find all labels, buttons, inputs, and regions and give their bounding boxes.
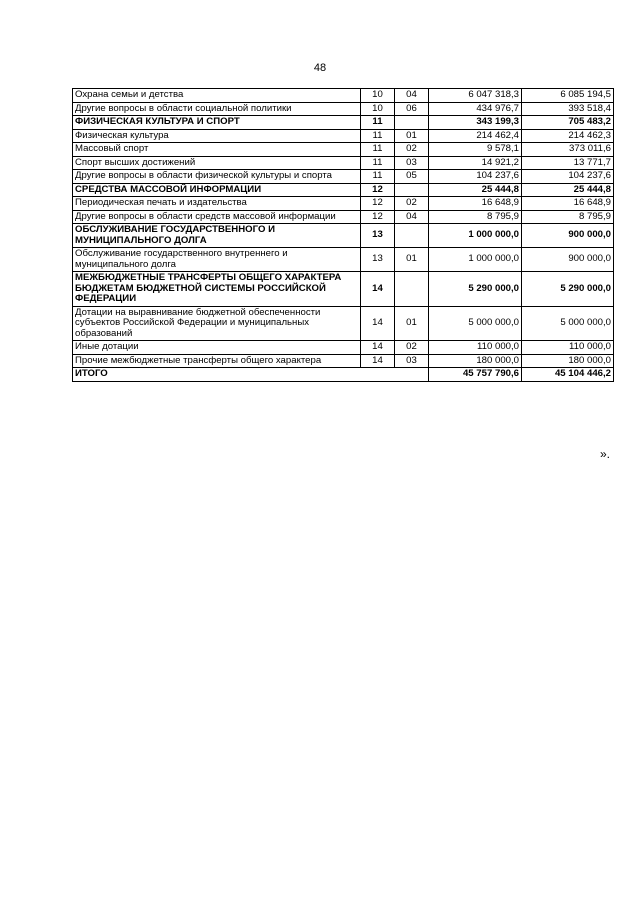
row-value-1: 1 000 000,0: [429, 224, 522, 248]
row-section-code: 11: [361, 170, 395, 184]
row-value-2: 214 462,3: [522, 129, 614, 143]
row-subsection-code: 02: [395, 143, 429, 157]
row-value-1: 214 462,4: [429, 129, 522, 143]
row-value-1: 9 578,1: [429, 143, 522, 157]
row-value-1: 25 444,8: [429, 183, 522, 197]
row-value-1: 110 000,0: [429, 341, 522, 355]
row-section-code: 13: [361, 224, 395, 248]
table-row: [73, 248, 614, 272]
table-row: [73, 272, 614, 307]
row-subsection-code: 02: [395, 341, 429, 355]
row-subsection-code: [395, 116, 429, 130]
row-name: Массовый спорт: [73, 143, 361, 157]
row-value-2: 900 000,0: [522, 224, 614, 248]
row-value-1: 8 795,9: [429, 210, 522, 224]
row-name: Другие вопросы в области средств массовой информации: [73, 210, 361, 224]
row-name: Обслуживание государственного внутреннего и муниципального долга: [73, 248, 361, 272]
table-row: [73, 306, 614, 341]
row-subsection-code: 03: [395, 354, 429, 368]
row-name: Дотации на выравнивание бюджетной обеспеченности субъектов Российской Федерации и муниципальных образований: [73, 306, 361, 341]
row-value-1: 16 648,9: [429, 197, 522, 211]
row-value-2: 373 011,6: [522, 143, 614, 157]
budget-table-body: [73, 89, 614, 382]
row-subsection-code: 04: [395, 89, 429, 103]
table-row: [73, 89, 614, 103]
budget-table: [72, 88, 614, 382]
table-row: [73, 116, 614, 130]
row-value-1: 5 000 000,0: [429, 306, 522, 341]
row-section-code: 14: [361, 354, 395, 368]
total-value-1: 45 757 790,6: [429, 368, 522, 382]
total-label: ИТОГО: [73, 368, 429, 382]
table-row: [73, 129, 614, 143]
row-value-1: 104 237,6: [429, 170, 522, 184]
row-value-2: 900 000,0: [522, 248, 614, 272]
row-section-code: 12: [361, 210, 395, 224]
row-name: ОБСЛУЖИВАНИЕ ГОСУДАРСТВЕННОГО И МУНИЦИПАЛЬНОГО ДОЛГА: [73, 224, 361, 248]
row-value-1: 180 000,0: [429, 354, 522, 368]
row-section-code: 14: [361, 341, 395, 355]
row-value-2: 705 483,2: [522, 116, 614, 130]
row-value-2: 393 518,4: [522, 102, 614, 116]
row-subsection-code: 03: [395, 156, 429, 170]
table-row: [73, 170, 614, 184]
table-row: [73, 156, 614, 170]
row-section-code: 13: [361, 248, 395, 272]
table-row: [73, 197, 614, 211]
row-name: Прочие межбюджетные трансферты общего характера: [73, 354, 361, 368]
row-section-code: 11: [361, 143, 395, 157]
row-subsection-code: [395, 272, 429, 307]
row-value-2: 8 795,9: [522, 210, 614, 224]
row-name: Иные дотации: [73, 341, 361, 355]
table-row: [73, 341, 614, 355]
row-name: СРЕДСТВА МАССОВОЙ ИНФОРМАЦИИ: [73, 183, 361, 197]
row-subsection-code: [395, 183, 429, 197]
row-name: Периодическая печать и издательства: [73, 197, 361, 211]
row-value-2: 110 000,0: [522, 341, 614, 355]
row-subsection-code: 01: [395, 248, 429, 272]
total-value-2: 45 104 446,2: [522, 368, 614, 382]
row-subsection-code: 05: [395, 170, 429, 184]
table-row: [73, 224, 614, 248]
row-section-code: 11: [361, 116, 395, 130]
row-section-code: 11: [361, 156, 395, 170]
row-subsection-code: 02: [395, 197, 429, 211]
closing-mark: ».: [600, 447, 611, 461]
row-name: МЕЖБЮДЖЕТНЫЕ ТРАНСФЕРТЫ ОБЩЕГО ХАРАКТЕРА БЮДЖЕТАМ БЮДЖЕТНОЙ СИСТЕМЫ РОССИЙСКОЙ ФЕДЕРАЦИИ: [73, 272, 361, 307]
row-value-2: 104 237,6: [522, 170, 614, 184]
table-row: [73, 210, 614, 224]
row-name: ФИЗИЧЕСКАЯ КУЛЬТУРА И СПОРТ: [73, 116, 361, 130]
row-section-code: 11: [361, 129, 395, 143]
row-section-code: 10: [361, 102, 395, 116]
table-row: [73, 354, 614, 368]
row-section-code: 12: [361, 183, 395, 197]
row-value-2: 5 000 000,0: [522, 306, 614, 341]
row-subsection-code: [395, 224, 429, 248]
row-value-2: 16 648,9: [522, 197, 614, 211]
table-row: [73, 102, 614, 116]
row-subsection-code: 01: [395, 306, 429, 341]
row-value-1: 434 976,7: [429, 102, 522, 116]
row-subsection-code: 04: [395, 210, 429, 224]
row-name: Спорт высших достижений: [73, 156, 361, 170]
table-row: [73, 143, 614, 157]
row-name: Физическая культура: [73, 129, 361, 143]
row-section-code: 10: [361, 89, 395, 103]
row-value-2: 6 085 194,5: [522, 89, 614, 103]
row-section-code: 14: [361, 272, 395, 307]
row-name: Другие вопросы в области физической культуры и спорта: [73, 170, 361, 184]
row-value-2: 13 771,7: [522, 156, 614, 170]
row-value-2: 5 290 000,0: [522, 272, 614, 307]
total-row: [73, 368, 614, 382]
row-value-2: 25 444,8: [522, 183, 614, 197]
row-subsection-code: 01: [395, 129, 429, 143]
table-row: [73, 183, 614, 197]
row-name: Другие вопросы в области социальной политики: [73, 102, 361, 116]
row-value-1: 343 199,3: [429, 116, 522, 130]
row-value-1: 14 921,2: [429, 156, 522, 170]
row-value-1: 6 047 318,3: [429, 89, 522, 103]
row-value-2: 180 000,0: [522, 354, 614, 368]
page-number: 48: [313, 62, 327, 74]
row-section-code: 12: [361, 197, 395, 211]
row-value-1: 1 000 000,0: [429, 248, 522, 272]
row-value-1: 5 290 000,0: [429, 272, 522, 307]
row-section-code: 14: [361, 306, 395, 341]
row-subsection-code: 06: [395, 102, 429, 116]
row-name: Охрана семьи и детства: [73, 89, 361, 103]
